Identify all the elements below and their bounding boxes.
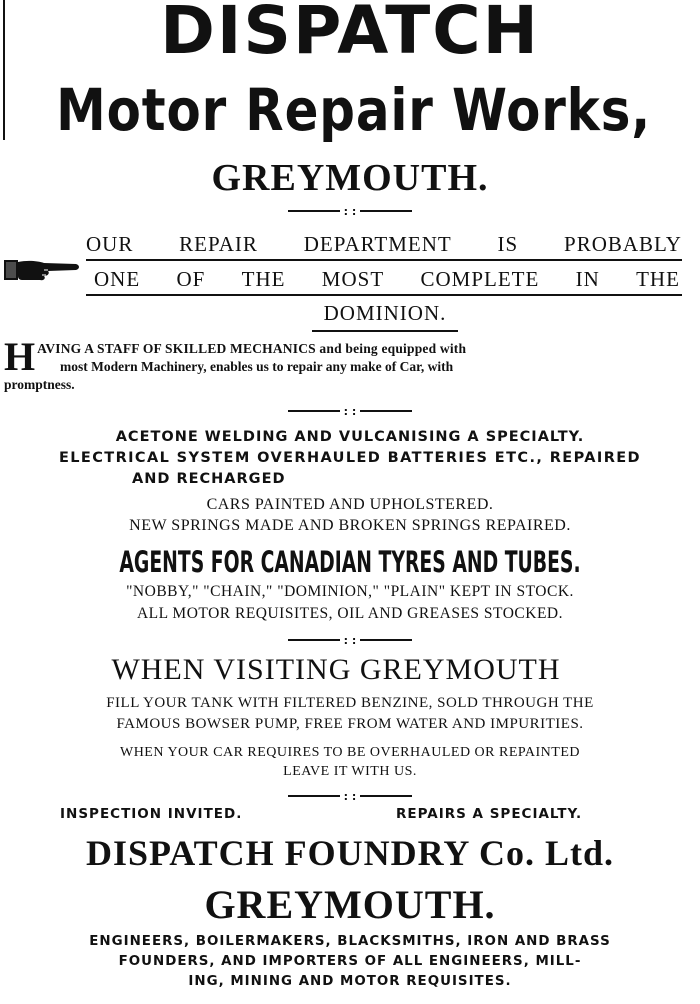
agents-headline: AGENTS FOR CANADIAN TYRES AND TUBES. — [119, 545, 581, 579]
staff-line-3: promptness. — [4, 377, 75, 392]
repair-rule-bottom — [86, 294, 682, 296]
pointing-hand-icon — [4, 256, 80, 284]
painted-line: CARS PAINTED AND UPHOLSTERED. — [206, 496, 494, 513]
electrical-line: ELECTRICAL SYSTEM OVERHAULED BATTERIES ETC., REPAIRED — [58, 450, 641, 466]
footer-greymouth: GREYMOUTH. — [204, 882, 496, 927]
recharged-line: AND RECHARGED — [132, 471, 286, 487]
ornamental-divider: : : — [260, 633, 440, 647]
motor-repair-works-title: Motor Repair Works, — [56, 76, 652, 144]
repair-line-3: DOMINION. — [323, 301, 447, 325]
acetone-line: ACETONE WELDING AND VULCANISING A SPECIALTY. — [115, 429, 585, 445]
ornamental-divider: : : — [260, 789, 440, 803]
inspection-invited: INSPECTION INVITED. — [60, 806, 243, 822]
repair-line-1: OUR REPAIR DEPARTMENT IS PROBABLY — [86, 232, 682, 256]
engineers-line-3: ING, MINING AND MOTOR REQUISITES. — [188, 974, 512, 989]
engineers-line-2: FOUNDERS, AND IMPORTERS OF ALL ENGINEERS, MILL- — [118, 954, 582, 969]
staff-line-1: AVING A STAFF OF SKILLED MECHANICS and being equipped with — [37, 341, 467, 356]
benzine-line-2: FAMOUS BOWSER PUMP, FREE FROM WATER AND IMPURITIES. — [116, 716, 584, 732]
ornamental-divider: : : — [260, 404, 440, 418]
engineers-line-1: ENGINEERS, BOILERMAKERS, BLACKSMITHS, IRON AND BRASS — [89, 934, 611, 949]
repair-line-2: ONE OF THE MOST COMPLETE IN THE — [94, 267, 680, 291]
dispatch-title: DISPATCH — [160, 0, 540, 69]
springs-line: NEW SPRINGS MADE AND BROKEN SPRINGS REPAIRED. — [129, 517, 571, 534]
repairs-specialty: REPAIRS A SPECIALTY. — [396, 806, 583, 822]
greymouth-heading: GREYMOUTH. — [211, 157, 489, 199]
overhaul-line-2: LEAVE IT WITH US. — [283, 764, 417, 779]
repair-rule-top — [86, 259, 682, 261]
staff-paragraph — [4, 334, 694, 394]
dominion-underline — [312, 330, 458, 332]
foundry-company-name: DISPATCH FOUNDRY Co. Ltd. — [85, 833, 615, 873]
overhaul-line-1: WHEN YOUR CAR REQUIRES TO BE OVERHAULED OR REPAINTED — [119, 745, 580, 760]
requisites-line: ALL MOTOR REQUISITES, OIL AND GREASES STOCKED. — [136, 605, 563, 622]
staff-line-2: most Modern Machinery, enables us to repair any make of Car, with — [60, 359, 454, 374]
ornamental-divider: : : — [260, 204, 440, 218]
tyre-stock-line: "NOBBY," "CHAIN," "DOMINION," "PLAIN" KEPT IN STOCK. — [126, 583, 574, 600]
when-visiting-headline: WHEN VISITING GREYMOUTH — [111, 653, 561, 686]
benzine-line-1: FILL YOUR TANK WITH FILTERED BENZINE, SOLD THROUGH THE — [106, 695, 594, 711]
drop-cap: H — [4, 334, 36, 379]
